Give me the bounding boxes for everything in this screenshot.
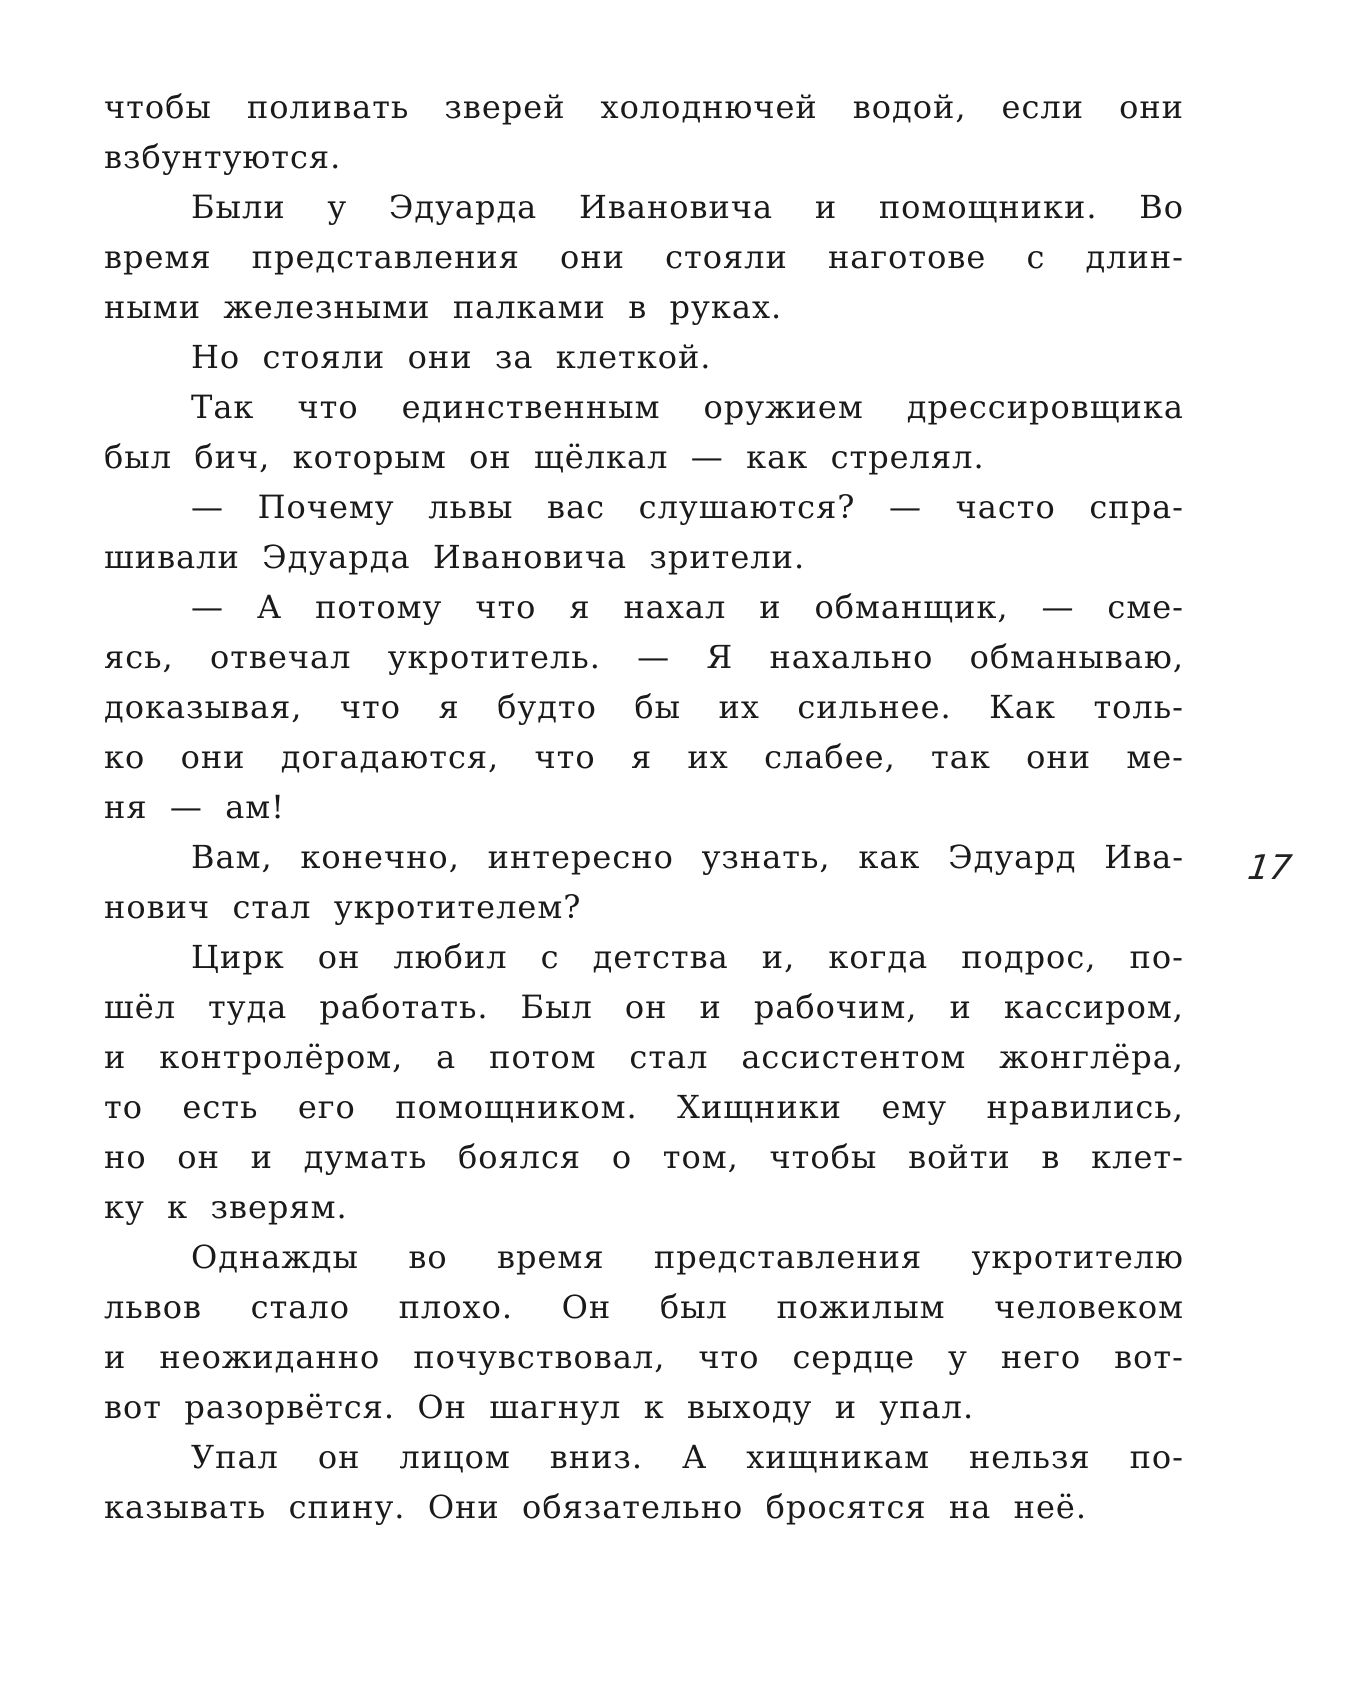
word: помощником. xyxy=(395,1088,638,1126)
text-line xyxy=(104,832,1184,882)
word: которым xyxy=(292,438,447,476)
word: когда xyxy=(828,938,929,976)
text-line xyxy=(104,1332,1184,1382)
word: толь- xyxy=(1093,688,1184,726)
word: контролёром, xyxy=(159,1038,404,1076)
word: стояли xyxy=(665,238,788,276)
word: у xyxy=(327,188,348,226)
word: а xyxy=(436,1038,457,1076)
word: нович xyxy=(104,888,211,926)
word: чтобы xyxy=(104,88,212,126)
word: Эдуарда xyxy=(262,538,411,576)
word: он xyxy=(177,1138,220,1176)
word: — xyxy=(889,488,923,526)
word: укротителем? xyxy=(333,888,582,926)
word: нахально xyxy=(769,638,934,676)
word: стал xyxy=(629,1038,709,1076)
word: подрос, xyxy=(961,938,1097,976)
word: А xyxy=(682,1438,708,1476)
word: рабочим, xyxy=(753,988,918,1026)
word: Он xyxy=(561,1288,612,1326)
word: они xyxy=(407,338,473,376)
word: время xyxy=(496,1238,605,1276)
word: за xyxy=(494,338,534,376)
word: Ивановича xyxy=(578,188,774,226)
text-line xyxy=(104,382,1184,432)
word: как xyxy=(858,838,921,876)
word: и xyxy=(834,1388,858,1426)
word: любил xyxy=(393,938,508,976)
word: Хищники xyxy=(677,1088,842,1126)
word: водой, xyxy=(852,88,967,126)
word: время xyxy=(104,238,212,276)
word: оружием xyxy=(703,388,864,426)
word: потому xyxy=(315,588,443,626)
word: него xyxy=(1000,1338,1082,1376)
word: их xyxy=(718,688,760,726)
word: ку xyxy=(104,1188,145,1226)
word: клеткой. xyxy=(555,338,712,376)
word: и xyxy=(104,1038,127,1076)
word: доказывая, xyxy=(104,688,303,726)
word: обманываю, xyxy=(969,638,1184,676)
word: к xyxy=(643,1388,665,1426)
word: зверей xyxy=(444,88,566,126)
word: представления xyxy=(251,238,520,276)
word: Так xyxy=(191,388,255,426)
word: — xyxy=(169,788,203,826)
text-line xyxy=(104,732,1184,782)
word: выходу xyxy=(687,1388,813,1426)
word: и xyxy=(104,1338,127,1376)
text-line xyxy=(104,282,1184,332)
text-line xyxy=(104,1132,1184,1182)
word: вот xyxy=(104,1388,162,1426)
word: шёл xyxy=(104,988,177,1026)
word: вот- xyxy=(1114,1338,1184,1376)
word: есть xyxy=(182,1088,259,1126)
text-line xyxy=(104,932,1184,982)
word: отвечал xyxy=(209,638,352,676)
word: сильнее. xyxy=(797,688,952,726)
word: почувствовал, xyxy=(413,1338,666,1376)
word: догадаются, xyxy=(280,738,500,776)
word: Почему xyxy=(257,488,395,526)
word: длин- xyxy=(1085,238,1184,276)
word: что xyxy=(475,588,537,626)
word: неожиданно xyxy=(159,1338,381,1376)
word: я xyxy=(569,588,591,626)
word: кассиром, xyxy=(1003,988,1184,1026)
word: по- xyxy=(1129,1438,1184,1476)
word: Цирк xyxy=(191,938,285,976)
word: думать xyxy=(303,1138,428,1176)
word: о xyxy=(611,1138,633,1176)
word: спину. xyxy=(288,1488,406,1526)
word: обязательно xyxy=(522,1488,744,1526)
word: нельзя xyxy=(968,1438,1091,1476)
word: был xyxy=(104,438,173,476)
word: лицом xyxy=(399,1438,511,1476)
word: они xyxy=(1119,88,1184,126)
word: и xyxy=(699,988,722,1026)
word: спра- xyxy=(1089,488,1184,526)
word: что xyxy=(698,1338,760,1376)
word: я xyxy=(630,738,653,776)
text-line xyxy=(104,1082,1184,1132)
text-line xyxy=(104,1182,1184,1232)
word: обманщик, xyxy=(814,588,1009,626)
word: я xyxy=(438,688,460,726)
word: на xyxy=(948,1488,992,1526)
word: том, xyxy=(662,1138,739,1176)
word: но xyxy=(104,1138,147,1176)
word: Однажды xyxy=(191,1238,359,1276)
word: будто xyxy=(497,688,597,726)
word: клет- xyxy=(1091,1138,1184,1176)
word: казывать xyxy=(104,1488,267,1526)
text-line xyxy=(104,1032,1184,1082)
word: хищникам xyxy=(746,1438,930,1476)
word: к xyxy=(167,1188,189,1226)
word: неё. xyxy=(1013,1488,1088,1526)
word: Он xyxy=(417,1388,467,1426)
word: у xyxy=(948,1338,968,1376)
word: что xyxy=(534,738,596,776)
word: войти xyxy=(908,1138,1011,1176)
word: укротителю xyxy=(971,1238,1184,1276)
text-line xyxy=(104,482,1184,532)
word: шагнул xyxy=(489,1388,622,1426)
text-line xyxy=(104,1282,1184,1332)
word: по- xyxy=(1129,938,1184,976)
word: боялся xyxy=(457,1138,582,1176)
word: он xyxy=(624,988,668,1026)
word: Ива- xyxy=(1104,838,1184,876)
word: Были xyxy=(191,188,286,226)
word: работать. xyxy=(319,988,489,1026)
word: был xyxy=(659,1288,728,1326)
text-line xyxy=(104,1232,1184,1282)
text-line xyxy=(104,532,1184,582)
text-line xyxy=(104,982,1184,1032)
word: что xyxy=(339,688,401,726)
word: Я xyxy=(706,638,734,676)
word: слушаются? xyxy=(638,488,856,526)
word: они xyxy=(1026,738,1092,776)
word: — xyxy=(191,488,224,526)
word: ассистентом xyxy=(741,1038,967,1076)
word: слабее, xyxy=(764,738,896,776)
word: шивали xyxy=(104,538,240,576)
word: их xyxy=(687,738,729,776)
word: они xyxy=(180,738,246,776)
word: ме- xyxy=(1126,738,1184,776)
word: львы xyxy=(428,488,514,526)
word: ными xyxy=(104,288,202,326)
word: потом xyxy=(489,1038,597,1076)
word: плохо. xyxy=(398,1288,513,1326)
word: туда xyxy=(208,988,288,1026)
word: что xyxy=(297,388,359,426)
word: как xyxy=(746,438,809,476)
word: интересно xyxy=(487,838,674,876)
word: пожилым xyxy=(776,1288,946,1326)
word: А xyxy=(256,588,283,626)
word: часто xyxy=(955,488,1056,526)
word: и xyxy=(814,188,838,226)
word: его xyxy=(297,1088,356,1126)
word: — xyxy=(637,638,671,676)
word: конечно, xyxy=(300,838,460,876)
word: ня xyxy=(104,788,148,826)
word: — xyxy=(690,438,724,476)
word: то xyxy=(104,1088,143,1126)
word: железными xyxy=(223,288,431,326)
text-line xyxy=(104,882,1184,932)
word: Как xyxy=(989,688,1056,726)
word: нравились, xyxy=(986,1088,1184,1126)
word: бы xyxy=(634,688,682,726)
word: он xyxy=(317,938,361,976)
text-line xyxy=(104,132,1184,182)
text-line xyxy=(104,682,1184,732)
text-line xyxy=(104,1382,1184,1432)
word: ко xyxy=(104,738,146,776)
word: Во xyxy=(1139,188,1184,226)
word: ему xyxy=(881,1088,948,1126)
word: руках. xyxy=(669,288,783,326)
word: Они xyxy=(427,1488,500,1526)
text-line xyxy=(104,232,1184,282)
word: бич, xyxy=(194,438,271,476)
word: разорвётся. xyxy=(184,1388,396,1426)
word: и xyxy=(949,988,972,1026)
text-line xyxy=(104,582,1184,632)
word: узнать, xyxy=(701,838,831,876)
word: жонглёра, xyxy=(999,1038,1184,1076)
word: щёлкал xyxy=(534,438,669,476)
word: и, xyxy=(761,938,796,976)
word: стрелял. xyxy=(830,438,985,476)
word: бросятся xyxy=(765,1488,927,1526)
text-line xyxy=(104,182,1184,232)
word: — xyxy=(1041,588,1075,626)
word: ясь, xyxy=(104,638,174,676)
word: Эдуард xyxy=(948,838,1077,876)
text-line xyxy=(104,1482,1184,1532)
word: детства xyxy=(592,938,729,976)
word: и xyxy=(759,588,782,626)
word: холоднючей xyxy=(600,88,818,126)
word: чтобы xyxy=(769,1138,878,1176)
word: с xyxy=(1026,238,1046,276)
word: они xyxy=(560,238,625,276)
word: вниз. xyxy=(549,1438,644,1476)
text-line xyxy=(104,82,1184,132)
word: упал. xyxy=(879,1388,975,1426)
word: он xyxy=(317,1438,361,1476)
word: зверям. xyxy=(210,1188,348,1226)
word: представления xyxy=(653,1238,923,1276)
word: помощники. xyxy=(878,188,1098,226)
word: стояли xyxy=(262,338,386,376)
handwritten-page-number: 17 xyxy=(1245,848,1295,888)
word: человеком xyxy=(994,1288,1184,1326)
text-line xyxy=(104,432,1184,482)
word: укротитель. xyxy=(387,638,601,676)
word: Вам, xyxy=(191,838,273,876)
word: нахал xyxy=(623,588,727,626)
word: в xyxy=(1041,1138,1061,1176)
word: зрители. xyxy=(649,538,806,576)
word: во xyxy=(408,1238,448,1276)
word: Но xyxy=(191,338,241,376)
word: единственным xyxy=(401,388,661,426)
word: дрессировщика xyxy=(906,388,1184,426)
word: он xyxy=(469,438,512,476)
word: сме- xyxy=(1107,588,1184,626)
word: так xyxy=(931,738,991,776)
word: поливать xyxy=(246,88,410,126)
word: сердце xyxy=(792,1338,916,1376)
text-line xyxy=(104,1432,1184,1482)
word: наготове xyxy=(827,238,987,276)
word: Упал xyxy=(191,1438,279,1476)
word: ам! xyxy=(225,788,286,826)
text-line xyxy=(104,632,1184,682)
word: Был xyxy=(520,988,593,1026)
word: стал xyxy=(232,888,312,926)
word: с xyxy=(540,938,560,976)
word: Ивановича xyxy=(432,538,628,576)
word: и xyxy=(250,1138,273,1176)
word: львов xyxy=(104,1288,203,1326)
text-line xyxy=(104,782,1184,832)
word: вас xyxy=(547,488,606,526)
word: если xyxy=(1001,88,1085,126)
word: палками xyxy=(452,288,606,326)
word: — xyxy=(191,588,224,626)
word: взбунтуются. xyxy=(104,138,342,176)
word: в xyxy=(628,288,648,326)
book-page-text xyxy=(104,82,1184,1532)
word: Эдуарда xyxy=(388,188,538,226)
text-line xyxy=(104,332,1184,382)
word: стало xyxy=(250,1288,350,1326)
